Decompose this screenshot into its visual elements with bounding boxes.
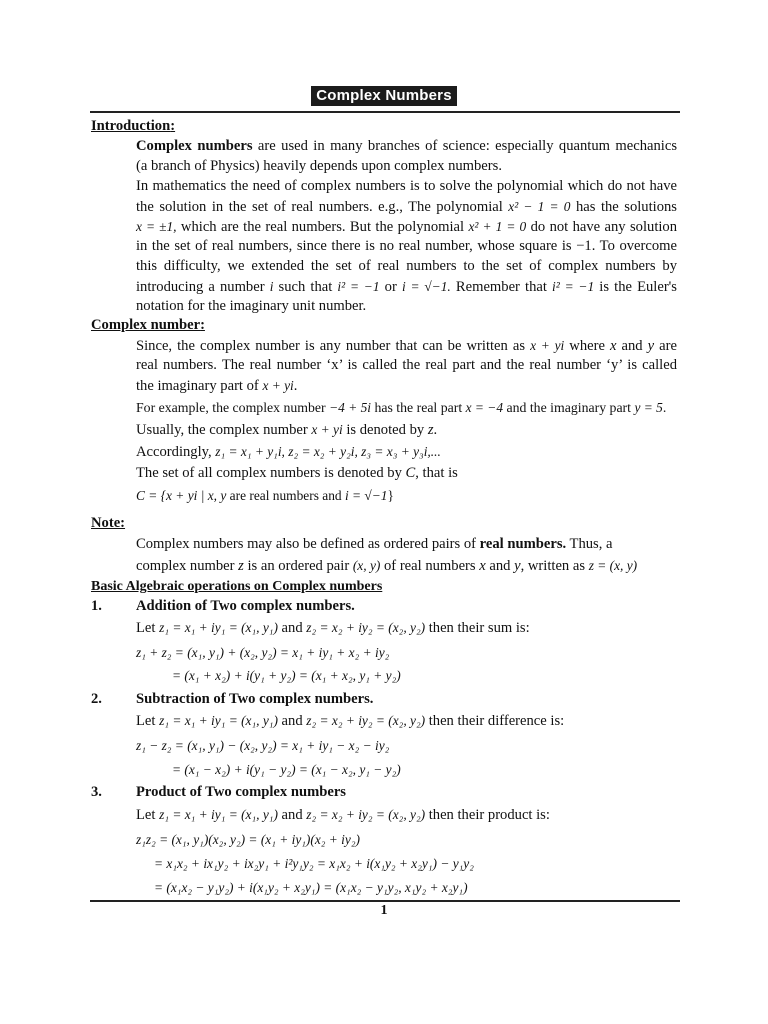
cn-line-5: Usually, the complex number x + yi is denoted by z. bbox=[136, 422, 438, 438]
op-2-equation-1: z₁ − z₂ = (x₁, y₁) − (x₂, y₂) = x₁ + iy₁ − x₂ − iy₂ bbox=[136, 738, 390, 753]
cn-line-7: The set of all complex numbers is denoted by C, that is bbox=[136, 465, 458, 481]
intro-line-4: the solution in the set of real numbers. e.g., The polynomial x² − 1 = 0 has the solutions bbox=[136, 199, 677, 215]
cn-set-definition: C = {x + yi | x, y are real numbers and i = √−1} bbox=[136, 488, 394, 503]
note-line-2: complex number z is an ordered pair (x, y) of real numbers x and y, written as z = (x, y) bbox=[136, 558, 638, 574]
page-title: Complex Numbers bbox=[311, 86, 457, 106]
cn-line-6: Accordingly, z₁ = x₁ + y₁i, z₂ = x₂ + y₂i, z₃ = x₃ + y₃i,... bbox=[136, 444, 441, 460]
op-3-equation-3: = (x₁x₂ − y₁y₂) + i(x₁y₂ + x₂y₁) = (x₁x₂ − y₁y₂, x₁y₂ + x₂y₁) bbox=[154, 880, 468, 895]
introduction-heading: Introduction: bbox=[91, 118, 176, 134]
intro-line-2: (a branch of Physics) heavily depends upon complex numbers. bbox=[136, 158, 502, 174]
op-3-number: 3. bbox=[91, 784, 102, 800]
intro-line-6: in the set of real numbers, since there is no real number, whose square is −1. To overcome bbox=[136, 238, 677, 254]
intro-line-1: Complex numbers are used in many branches of science: especially quantum mechanics bbox=[136, 138, 677, 154]
complex-number-heading: Complex number: bbox=[91, 317, 205, 333]
cn-line-1: Since, the complex number is any number that can be written as x + yi where x and y are bbox=[136, 338, 677, 354]
title-container bbox=[0, 86, 768, 106]
cn-line-3: the imaginary part of x + yi. bbox=[136, 378, 298, 394]
intro-line-5: x = ±1, which are the real numbers. But the polynomial x² + 1 = 0 do not have any solution bbox=[136, 219, 678, 235]
op-1-equation-1: z₁ + z₂ = (x₁, y₁) + (x₂, y₂) = x₁ + iy₁ + x₂ + iy₂ bbox=[136, 645, 390, 660]
op-3-title: Product of Two complex numbers bbox=[136, 784, 346, 800]
cn-line-2: real numbers. The real number ‘x’ is called the real part and the real number ‘y’ is called bbox=[136, 357, 677, 373]
op-1-lead: Let z₁ = x₁ + iy₁ = (x₁, y₁) and z₂ = x₂ + iy₂ = (x₂, y₂) then their sum is: bbox=[136, 620, 530, 636]
note-heading: Note: bbox=[91, 515, 126, 531]
operations-heading: Basic Algebraic operations on Complex numbers bbox=[91, 579, 383, 594]
bottom-rule bbox=[90, 900, 680, 902]
op-3-lead: Let z₁ = x₁ + iy₁ = (x₁, y₁) and z₂ = x₂ + iy₂ = (x₂, y₂) then their product is: bbox=[136, 807, 550, 823]
op-1-equation-2: = (x₁ + x₂) + i(y₁ + y₂) = (x₁ + x₂, y₁ + y₂) bbox=[172, 668, 401, 683]
op-1-number: 1. bbox=[91, 598, 102, 614]
op-2-equation-2: = (x₁ − x₂) + i(y₁ − y₂) = (x₁ − x₂, y₁ − y₂) bbox=[172, 762, 401, 777]
intro-line-3: In mathematics the need of complex numbers is to solve the polynomial which do not have bbox=[136, 178, 677, 194]
top-rule bbox=[90, 111, 680, 113]
op-1-title: Addition of Two complex numbers. bbox=[136, 598, 355, 614]
cn-line-4: For example, the complex number −4 + 5i has the real part x = −4 and the imaginary part y = 5. bbox=[136, 400, 667, 415]
page-number: 1 bbox=[380, 903, 388, 918]
op-2-title: Subtraction of Two complex numbers. bbox=[136, 691, 374, 707]
op-3-equation-2: = x₁x₂ + ix₁y₂ + ix₂y₁ + i²y₁y₂ = x₁x₂ + i(x₁y₂ + x₂y₁) − y₁y₂ bbox=[154, 856, 474, 871]
op-2-number: 2. bbox=[91, 691, 102, 707]
intro-line-7: this difficulty, we extended the set of real numbers to the set of complex numbers by bbox=[136, 258, 677, 274]
note-line-1: Complex numbers may also be defined as ordered pairs of real numbers. Thus, a bbox=[136, 536, 613, 552]
intro-line-8: introducing a number i such that i² = −1 or i = √−1. Remember that i² = −1 is the Euler's bbox=[136, 279, 677, 295]
op-2-lead: Let z₁ = x₁ + iy₁ = (x₁, y₁) and z₂ = x₂ + iy₂ = (x₂, y₂) then their difference is: bbox=[136, 713, 565, 729]
op-3-equation-1: z₁z₂ = (x₁, y₁)(x₂, y₂) = (x₁ + iy₁)(x₂ + iy₂) bbox=[136, 832, 360, 847]
intro-line-9: notation for the imaginary unit number. bbox=[136, 298, 367, 314]
